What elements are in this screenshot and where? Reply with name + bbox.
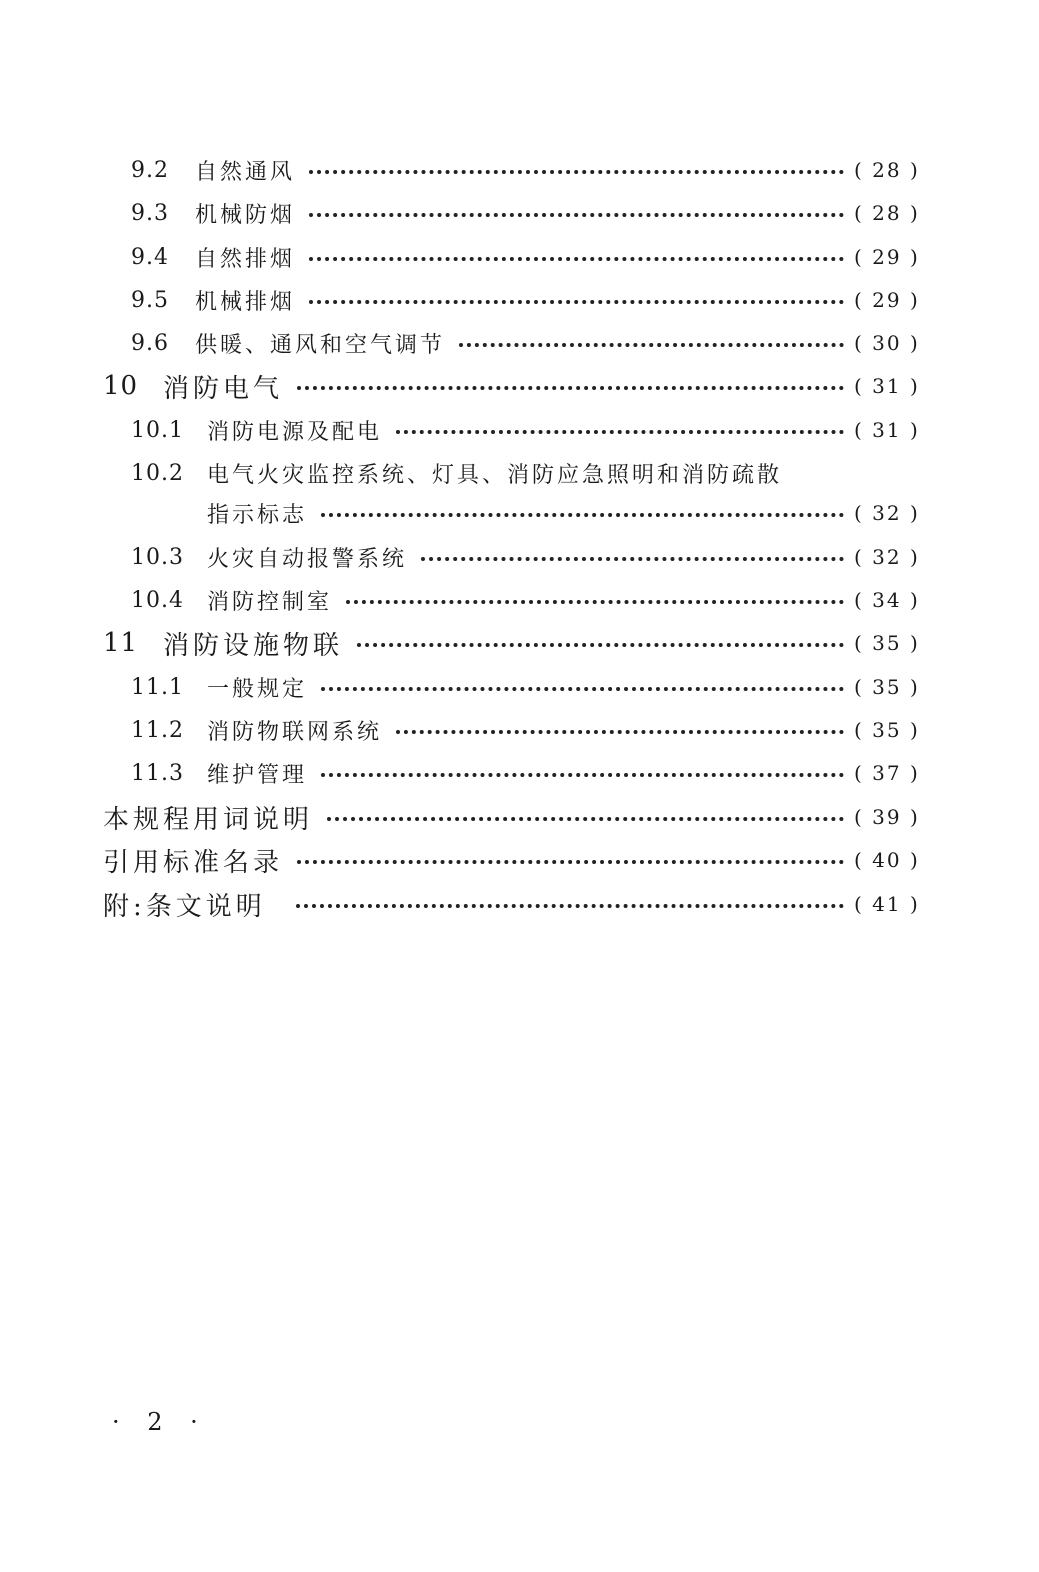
toc-chapter-entry[interactable] — [103, 366, 920, 406]
section-number: 10.4 — [131, 587, 184, 613]
page-ref: ( 29 ) — [854, 288, 920, 312]
dot-leader — [396, 430, 844, 434]
toc-entry[interactable] — [131, 667, 920, 707]
section-title: 电气火灾监控系统、灯具、消防应急照明和消防疏散 — [207, 462, 783, 488]
page-ref: ( 30 ) — [854, 331, 920, 355]
page-ref: ( 31 ) — [854, 374, 920, 398]
dot-leader — [321, 513, 844, 517]
section-number: 11.2 — [131, 717, 184, 743]
toc-chapter-entry[interactable] — [103, 840, 920, 880]
toc-entry[interactable] — [131, 193, 920, 233]
page-ref: ( 35 ) — [854, 675, 920, 699]
chapter-number: 10 — [103, 371, 139, 401]
dot-leader — [297, 386, 844, 390]
section-title: 消防物联网系统 — [207, 719, 383, 745]
page-ref: ( 28 ) — [854, 201, 920, 225]
toc-entry[interactable] — [131, 710, 920, 750]
toc-entry[interactable] — [131, 410, 920, 450]
section-title: 供暖、通风和空气调节 — [195, 332, 446, 358]
dot-leader — [421, 557, 844, 561]
section-title: 火灾自动报警系统 — [207, 546, 408, 572]
section-number: 9.2 — [131, 157, 169, 183]
section-number: 10.1 — [131, 417, 184, 443]
page-ref: ( 34 ) — [854, 588, 920, 612]
toc-entry[interactable] — [131, 280, 920, 320]
dot-leader — [357, 643, 844, 647]
page-ref: ( 32 ) — [854, 545, 920, 569]
page-ref: ( 41 ) — [854, 892, 920, 916]
section-title: 维护管理 — [207, 762, 308, 788]
chapter-title: 消防电气 — [163, 373, 284, 404]
section-title: 消防控制室 — [207, 589, 333, 615]
toc-entry[interactable] — [131, 323, 920, 363]
dot-leader — [321, 773, 844, 777]
section-title: 消防电源及配电 — [207, 419, 383, 445]
section-number: 11.3 — [131, 760, 184, 786]
toc-entry[interactable] — [131, 150, 920, 190]
section-title: 一般规定 — [207, 676, 308, 702]
section-title: 机械排烟 — [195, 289, 296, 315]
dot-leader — [309, 170, 844, 174]
section-number: 9.3 — [131, 200, 169, 226]
section-number: 10.3 — [131, 544, 184, 570]
dot-leader — [327, 817, 844, 821]
page-ref: ( 31 ) — [854, 418, 920, 442]
toc-entry[interactable] — [131, 537, 920, 577]
section-title: 自然通风 — [195, 159, 296, 185]
page-ref: ( 28 ) — [854, 158, 920, 182]
toc-entry-continuation[interactable] — [131, 493, 920, 533]
page-ref: ( 40 ) — [854, 848, 920, 872]
chapter-title: 消防设施物联 — [163, 630, 344, 661]
section-number: 9.4 — [131, 244, 169, 270]
dot-leader — [309, 257, 844, 261]
dot-leader — [396, 730, 844, 734]
toc-entry[interactable] — [131, 580, 920, 620]
dot-leader — [346, 600, 844, 604]
dot-leader — [309, 213, 844, 217]
page-ref: ( 35 ) — [854, 718, 920, 742]
toc-chapter-entry[interactable] — [103, 623, 920, 663]
page-number: · 2 · — [112, 1408, 208, 1436]
toc-entry[interactable] — [131, 237, 920, 277]
chapter-title: 引用标准名录 — [103, 847, 284, 878]
page-ref: ( 29 ) — [854, 245, 920, 269]
section-title: 自然排烟 — [195, 246, 296, 272]
section-number: 9.6 — [131, 330, 169, 356]
section-number: 9.5 — [131, 287, 169, 313]
chapter-title: 附:条文说明 — [103, 891, 266, 922]
section-number: 10.2 — [131, 460, 184, 486]
dot-leader — [296, 904, 844, 908]
toc-entry[interactable] — [131, 753, 920, 793]
page-ref: ( 35 ) — [854, 631, 920, 655]
section-number: 11.1 — [131, 674, 184, 700]
toc-chapter-entry[interactable] — [103, 797, 920, 837]
dot-leader — [321, 687, 844, 691]
dot-leader — [309, 300, 844, 304]
page-ref: ( 37 ) — [854, 761, 920, 785]
chapter-number: 11 — [103, 628, 139, 658]
dot-leader — [297, 860, 844, 864]
dot-leader — [459, 343, 844, 347]
chapter-title: 本规程用词说明 — [103, 804, 314, 835]
toc-chapter-entry[interactable] — [103, 884, 920, 924]
section-title: 机械防烟 — [195, 202, 296, 228]
toc-entry-first-line[interactable] — [131, 453, 782, 493]
page-ref: ( 32 ) — [854, 501, 920, 525]
section-title-continued: 指示标志 — [207, 502, 308, 528]
page-ref: ( 39 ) — [854, 805, 920, 829]
